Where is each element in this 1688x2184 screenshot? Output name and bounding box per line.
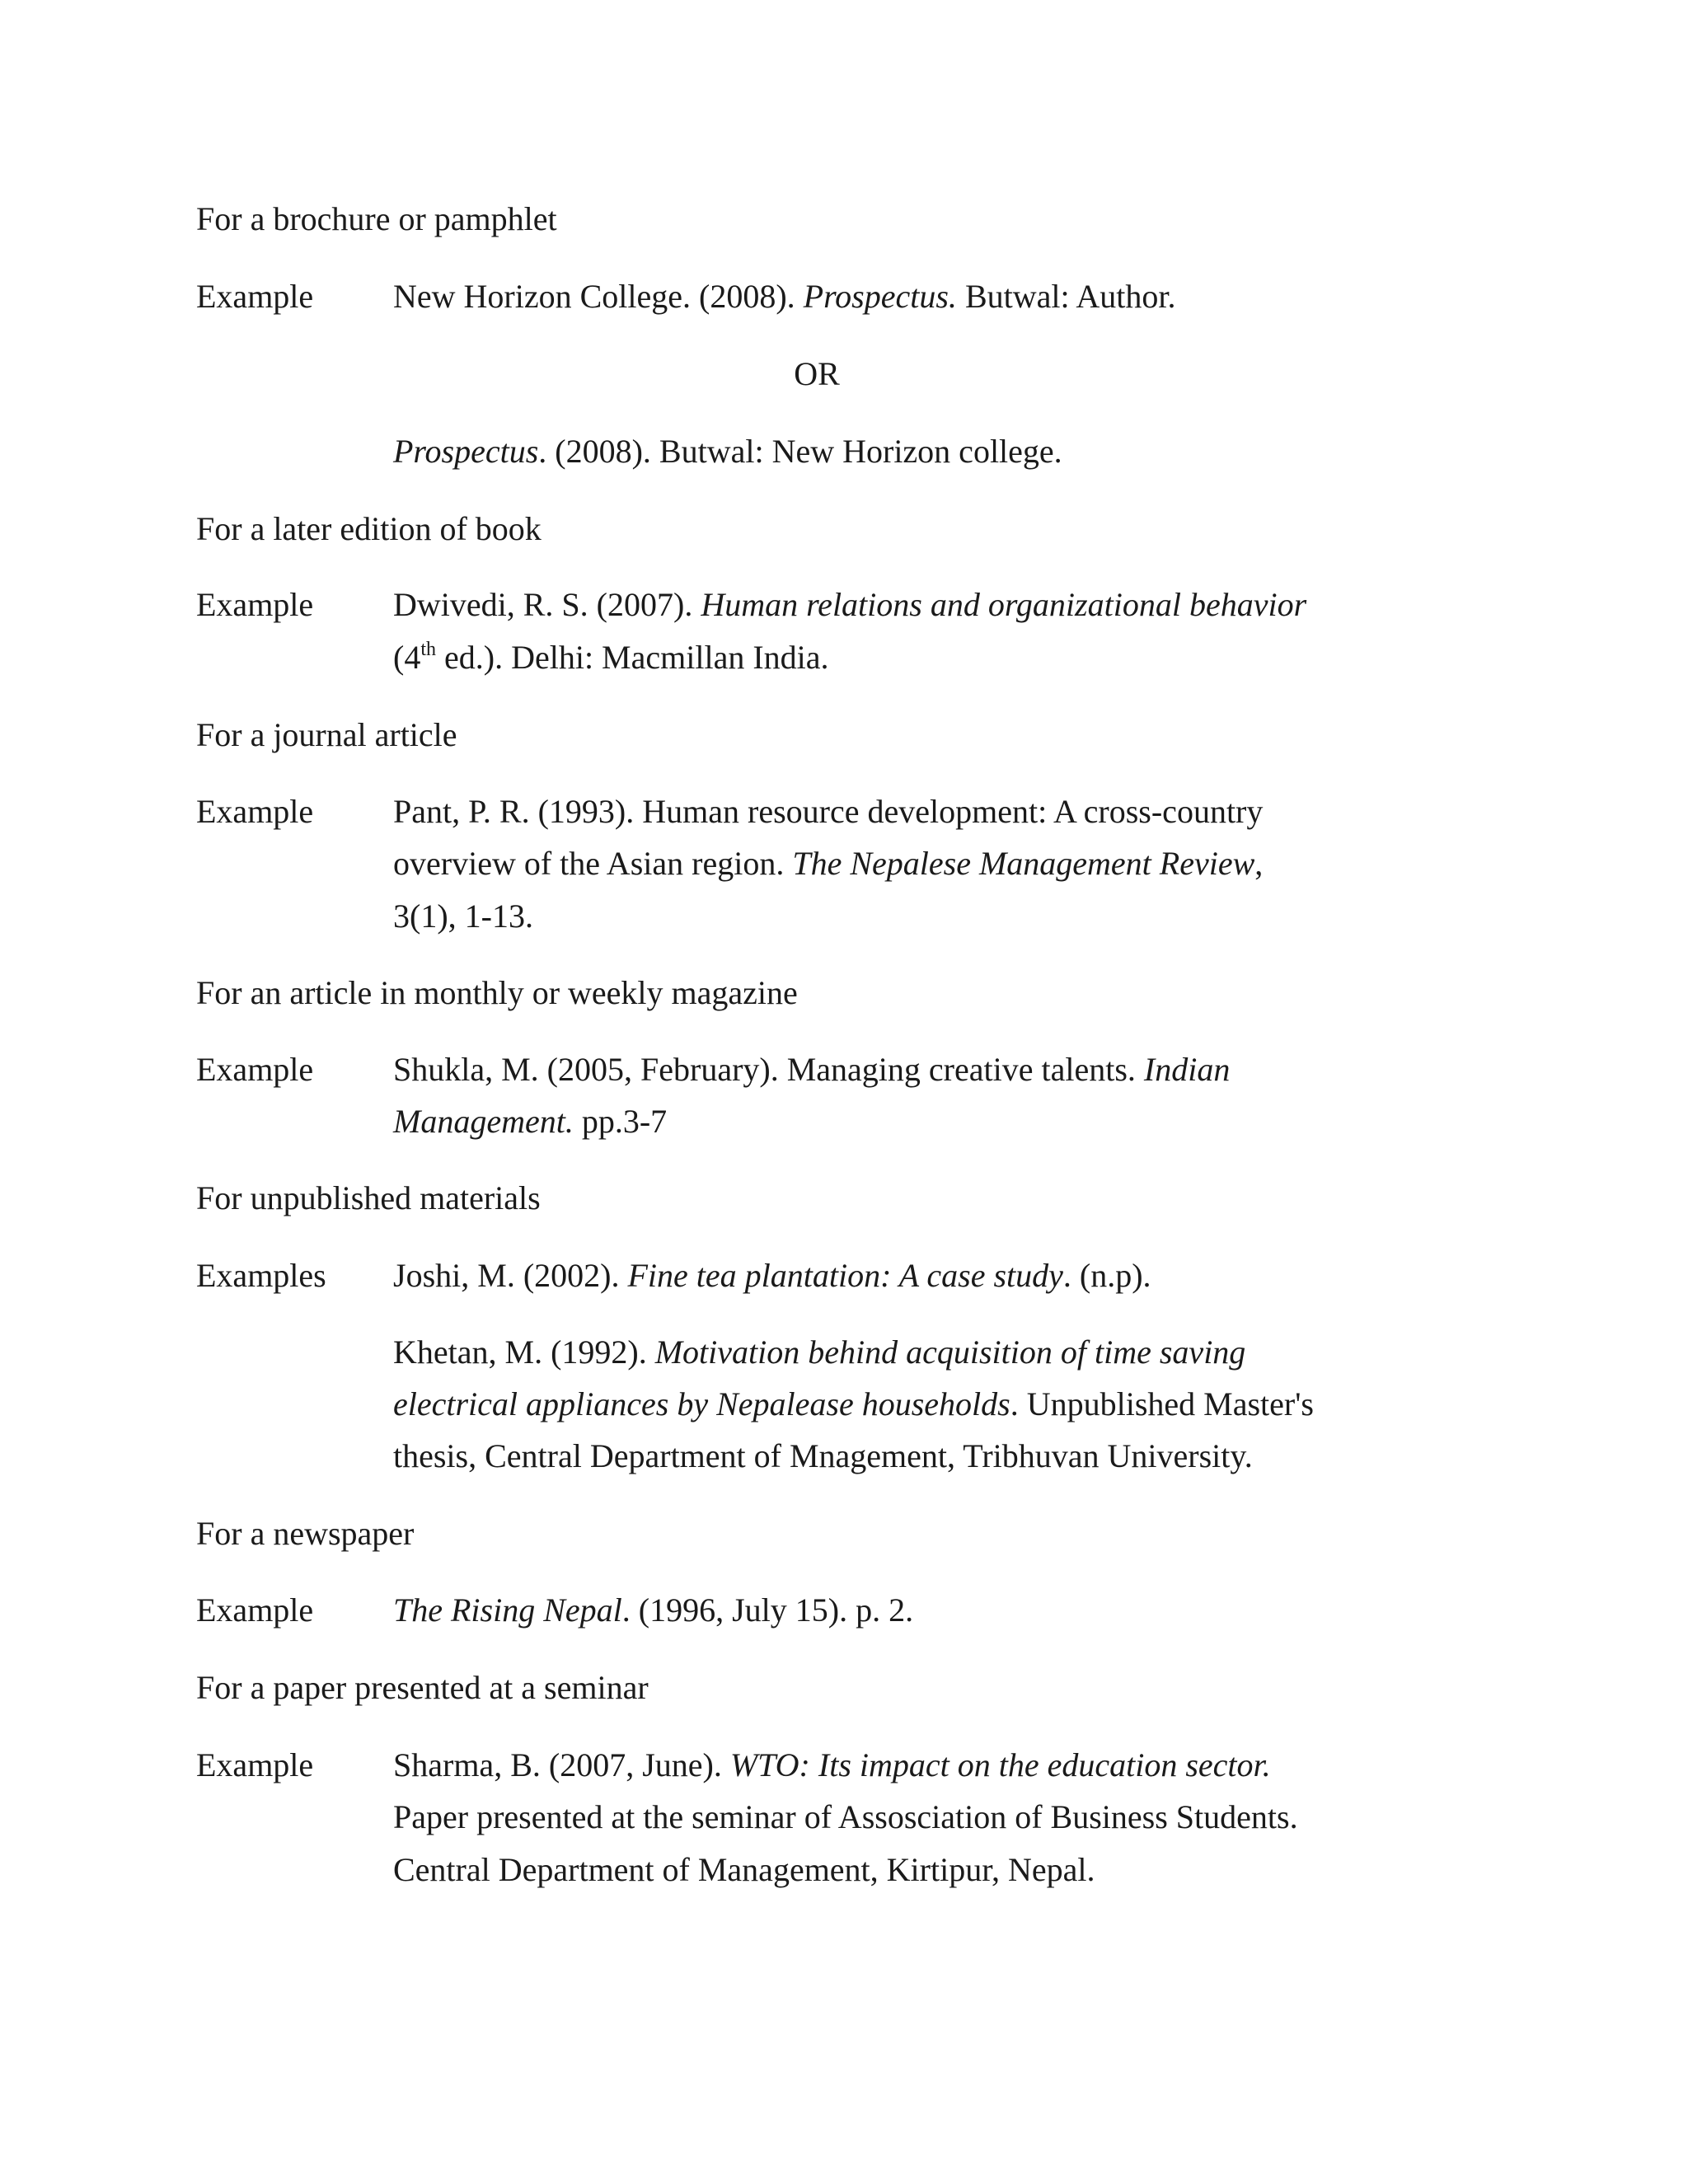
reference-entry — [393, 280, 1176, 313]
reference-text: Butwal: Author. — [956, 278, 1176, 315]
reference-text: New Horizon College. (2008). — [393, 278, 804, 315]
reference-title: Fine tea plantation: A case study — [627, 1257, 1063, 1294]
reference-title: The Rising Nepal — [393, 1591, 622, 1629]
example-label: Example — [196, 1051, 314, 1088]
reference-entry-continued: 3(1), 1-13. — [393, 898, 533, 935]
reference-text: . (n.p). — [1062, 1257, 1151, 1294]
reference-title: electrical appliances by Nepalease households — [393, 1385, 1010, 1422]
reference-title: Prospectus — [393, 433, 539, 470]
reference-text: Joshi, M. (2002). — [393, 1257, 628, 1294]
reference-title: WTO: Its impact on the education sector. — [729, 1746, 1271, 1783]
reference-text: . (1996, July 15). p. 2. — [621, 1591, 914, 1629]
reference-entry: Pant, P. R. (1993). Human resource development: A cross-country — [393, 793, 1264, 830]
section-heading-later-edition: For a later edition of book — [196, 510, 542, 547]
reference-entry-continued — [393, 641, 829, 674]
reference-entry — [393, 1053, 1230, 1086]
reference-text: (4 — [393, 639, 421, 676]
example-label: Example — [196, 1746, 314, 1783]
reference-entry-continued: thesis, Central Department of Mnagement, Tribhuvan University. — [393, 1437, 1253, 1474]
reference-title: The Nepalese Management Review — [792, 845, 1255, 882]
reference-entry-continued — [393, 1385, 1314, 1422]
reference-entry — [393, 435, 1062, 468]
section-heading-newspaper: For a newspaper — [196, 1515, 415, 1552]
example-label: Example — [196, 586, 314, 623]
reference-entry-continued: Paper presented at the seminar of Assosciation of Business Students. — [393, 1798, 1298, 1835]
reference-entry-continued — [393, 847, 1263, 880]
reference-title: Motivation behind acquisition of time saving — [654, 1333, 1246, 1371]
reference-text: Khetan, M. (1992). — [393, 1333, 655, 1371]
reference-title: Human relations and organizational behavior — [701, 586, 1307, 623]
section-heading-seminar-paper: For a paper presented at a seminar — [196, 1669, 649, 1706]
reference-entry-continued: Central Department of Management, Kirtipur, Nepal. — [393, 1851, 1095, 1888]
reference-text: Shukla, M. (2005, February). Managing creative talents. — [393, 1051, 1144, 1088]
superscript: th — [420, 639, 436, 660]
section-heading-brochure: For a brochure or pamphlet — [196, 200, 557, 237]
reference-text: Dwivedi, R. S. (2007). — [393, 586, 701, 623]
example-label: Example — [196, 278, 314, 315]
reference-text: overview of the Asian region. — [393, 845, 793, 882]
reference-text: . Unpublished Master's — [1010, 1385, 1314, 1422]
reference-entry-continued — [393, 1105, 667, 1138]
section-heading-magazine-article: For an article in monthly or weekly magazine — [196, 974, 798, 1011]
reference-text: Sharma, B. (2007, June). — [393, 1746, 730, 1783]
reference-title: Prospectus. — [803, 278, 957, 315]
or-separator: OR — [794, 355, 840, 392]
reference-entry — [393, 1591, 914, 1629]
reference-text: pp.3-7 — [573, 1103, 668, 1140]
reference-text: . (2008). Butwal: New Horizon college. — [538, 433, 1062, 470]
reference-title: Indian — [1143, 1051, 1231, 1088]
reference-entry — [393, 588, 1306, 621]
section-heading-journal-article: For a journal article — [196, 716, 457, 753]
reference-text: , — [1254, 845, 1264, 882]
reference-entry — [393, 1259, 1151, 1292]
reference-entry — [393, 1333, 1246, 1371]
reference-entry — [393, 1746, 1271, 1783]
example-label: Example — [196, 793, 314, 830]
section-heading-unpublished-materials: For unpublished materials — [196, 1179, 541, 1216]
reference-text: ed.). Delhi: Macmillan India. — [436, 639, 829, 676]
example-label: Example — [196, 1591, 314, 1629]
reference-title: Management. — [393, 1103, 574, 1140]
example-label: Examples — [196, 1257, 326, 1294]
